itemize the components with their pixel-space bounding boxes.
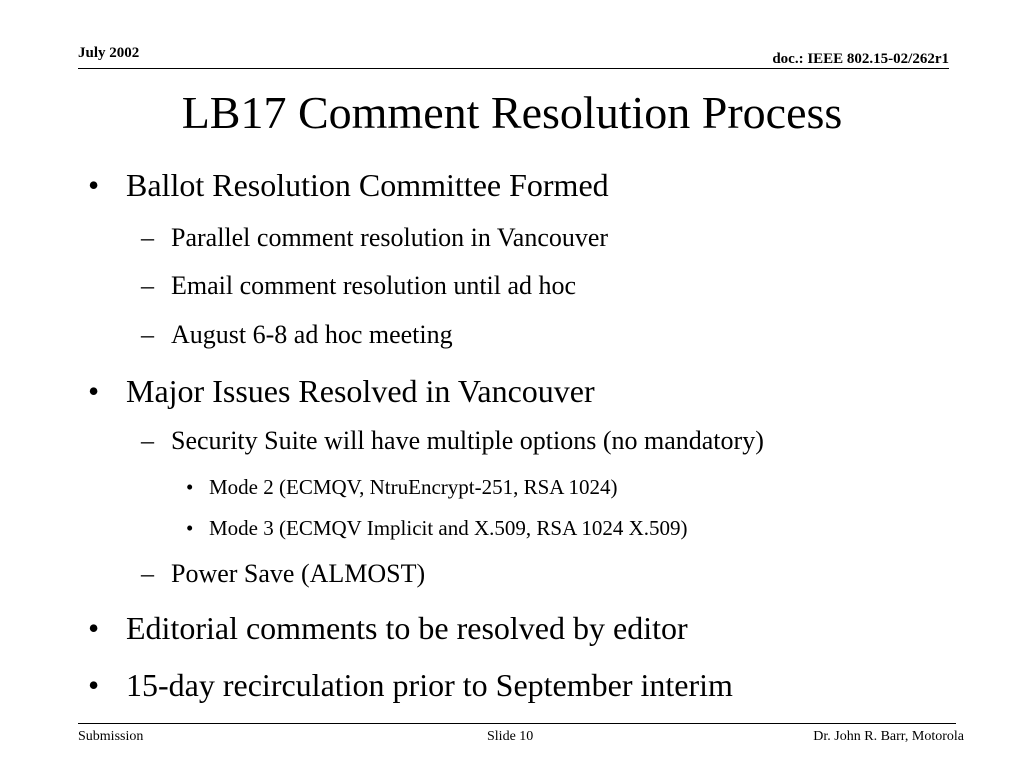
bullet-level2 [141,319,453,351]
bullet-marker: • [88,167,100,203]
bullet-marker: • [88,667,100,703]
bullet-level2 [141,270,576,302]
bullet-level2 [141,425,764,457]
footer-slide-number: Slide 10 [487,729,534,744]
bullet-text: Mode 3 (ECMQV Implicit and X.509, RSA 1024 X.509) [209,516,688,540]
bullet-text: Major Issues Resolved in Vancouver [126,373,595,409]
bullet-level1 [88,609,688,647]
header-date: July 2002 [78,45,140,61]
bullet-text: Parallel comment resolution in Vancouver [171,223,609,252]
bullet-text: Power Save (ALMOST) [171,559,426,588]
bullet-text: Security Suite will have multiple options (no mandatory) [171,426,764,455]
bullet-level1 [88,372,595,410]
bullet-text: Email comment resolution until ad hoc [171,271,577,300]
bullet-level1 [88,166,609,204]
header-divider [78,68,949,69]
bullet-text: Mode 2 (ECMQV, NtruEncrypt-251, RSA 1024) [209,475,618,499]
bullet-level2 [141,558,425,590]
header-doc-id: doc.: IEEE 802.15-02/262r1 [772,51,949,67]
bullet-marker: • [186,475,194,499]
slide-title: LB17 Comment Resolution Process [181,87,843,138]
footer-divider [78,723,956,724]
dash-marker: – [141,271,154,300]
footer-submission: Submission [78,729,144,744]
bullet-marker: • [88,610,100,646]
dash-marker: – [141,426,154,455]
bullet-level1 [88,666,733,704]
dash-marker: – [141,320,154,349]
bullet-text: 15-day recirculation prior to September interim [126,667,733,703]
bullet-marker: • [88,373,100,409]
dash-marker: – [141,223,154,252]
bullet-level3 [186,474,618,500]
bullet-marker: • [186,516,194,540]
bullet-text: Ballot Resolution Committee Formed [126,167,609,203]
dash-marker: – [141,559,154,588]
bullet-text: Editorial comments to be resolved by editor [126,610,688,646]
bullet-text: August 6-8 ad hoc meeting [171,320,453,349]
bullet-level2 [141,222,608,254]
bullet-level3 [186,515,688,541]
footer-author: Dr. John R. Barr, Motorola [813,729,964,744]
